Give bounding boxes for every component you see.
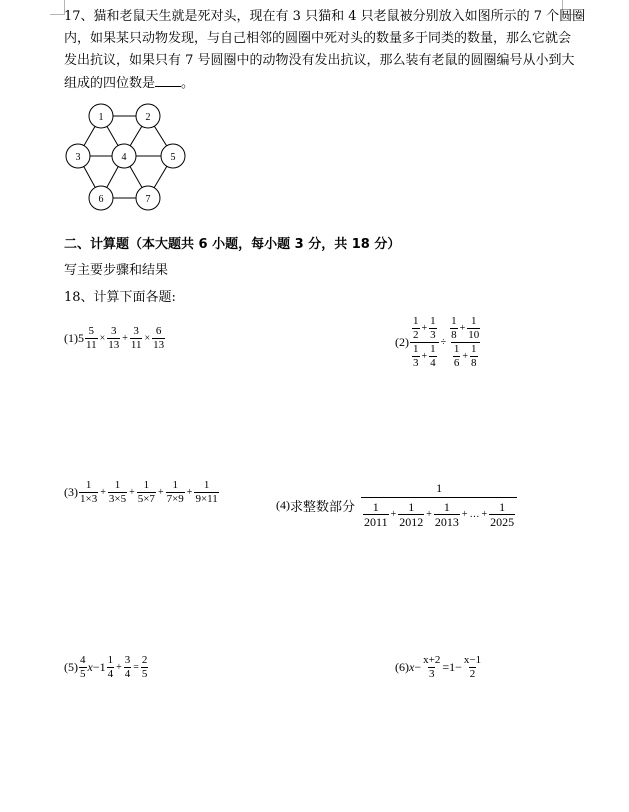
fraction: $\frac{3}{11}$ — [130, 325, 142, 351]
page-corner-mark — [50, 0, 65, 15]
node-label-5: 5 — [170, 152, 176, 163]
problem-2 — [395, 316, 483, 369]
compound-fraction: 1 $\frac{1}{2011}$ + $\frac{1}{2012}$ + $\frac{1}{2013}$ + … + $\frac{1}{2025}$ — [361, 482, 517, 528]
fraction: $\frac{6}{13}$ — [153, 325, 165, 351]
node-label-2: 2 — [145, 112, 151, 123]
node-label-4: 4 — [121, 152, 127, 163]
fraction: $\frac{1}{7\times 9}$ — [166, 479, 184, 505]
operator: × — [144, 333, 151, 344]
problem-1 — [64, 326, 166, 351]
problem-4-text: 求整数部分 — [290, 499, 356, 515]
fraction: $\frac{5}{11}$ — [86, 325, 97, 351]
operator: −1 — [92, 660, 106, 674]
variable: x — [409, 660, 415, 674]
problem-3: (3) $\frac{1}{1\times 3}$ + $\frac{1}{3\times 5}$ + $\frac{1}{5\times 7}$ + $\frac{1}{7\times 9}$ + $\frac{1}{9\times 11}$ — [64, 479, 218, 505]
problem-2-label: (2) — [395, 335, 409, 349]
q18-title: 18、计算下面各题: — [64, 290, 176, 305]
problem-4 — [276, 482, 518, 528]
variable: x — [87, 660, 93, 674]
operator: + — [122, 333, 128, 344]
section-heading: 二、计算题（本大题共 6 小题，每小题 3 分，共 18 分） — [64, 237, 401, 252]
problem-6-label: (6) — [395, 660, 409, 674]
fraction: $\frac{1}{9\times 11}$ — [195, 479, 218, 505]
q17-line-4-text: 组成的四位数是 — [64, 76, 156, 91]
operator: − — [414, 660, 422, 674]
q17-end-mark: 。 — [181, 76, 195, 91]
node-label-6: 6 — [98, 194, 104, 205]
q17-line-2: 内，如果某只动物发现，与自己相邻的圆圈中死对头的数量多于同类的数量，那么它就会 — [64, 31, 572, 46]
fraction: $\frac{2}{5}$ — [141, 654, 148, 680]
problem-3-label: (3) — [64, 485, 78, 499]
fraction: $\frac{1}{1\times 3}$ — [80, 479, 98, 505]
answer-blank — [155, 74, 181, 87]
operator: =1− — [442, 660, 462, 674]
compound-fraction-right: $\frac{1}{8}$ + $\frac{1}{10}$ $\frac{1}{6}$ + $\frac{1}{8}$ — [451, 315, 480, 369]
fraction: $\frac{x+2}{3}$ — [423, 654, 441, 680]
problem-1-label: (1) — [64, 331, 78, 345]
fraction: $\frac{1}{4}$ — [107, 654, 114, 680]
q17-line-1: 17、猫和老鼠天生就是死对头，现在有 3 只猫和 4 只老鼠被分别放入如图所示的 7 个圆圈 — [64, 9, 586, 24]
problem-5-label: (5) — [64, 660, 78, 674]
fraction: $\frac{1}{3\times 5}$ — [108, 479, 127, 505]
circle-diagram — [60, 100, 195, 215]
operator: ÷ — [440, 337, 447, 348]
problem-6 — [395, 655, 483, 680]
node-label-1: 1 — [98, 112, 104, 123]
operator: × — [99, 333, 106, 344]
fraction: $\frac{3}{13}$ — [108, 325, 120, 351]
mixed-whole: 5 — [78, 331, 84, 345]
q17-line-4 — [64, 74, 194, 93]
node-label-3: 3 — [75, 152, 81, 163]
node-label-7: 7 — [145, 194, 151, 205]
compound-fraction-left: $\frac{1}{2}$ + $\frac{1}{3}$ $\frac{1}{3}$ + $\frac{1}{4}$ — [410, 316, 439, 369]
problem-5: (5) $\frac{4}{5}$ x −1 $\frac{1}{4}$ + $\frac{3}{4}$ = $\frac{2}{5}$ — [64, 654, 148, 680]
problem-4-label: (4) — [276, 497, 290, 512]
instruction-text: 写主要步骤和结果 — [64, 263, 169, 278]
fraction: $\frac{x-1}{2}$ — [463, 654, 482, 680]
fraction: $\frac{3}{4}$ — [124, 654, 131, 680]
fraction: $\frac{4}{5}$ — [80, 654, 86, 680]
fraction: $\frac{1}{5\times 7}$ — [137, 479, 155, 505]
q17-line-3: 发出抗议，如果只有 7 号圆圈中的动物没有发出抗议，那么装有老鼠的圆圈编号从小到大 — [64, 53, 575, 68]
